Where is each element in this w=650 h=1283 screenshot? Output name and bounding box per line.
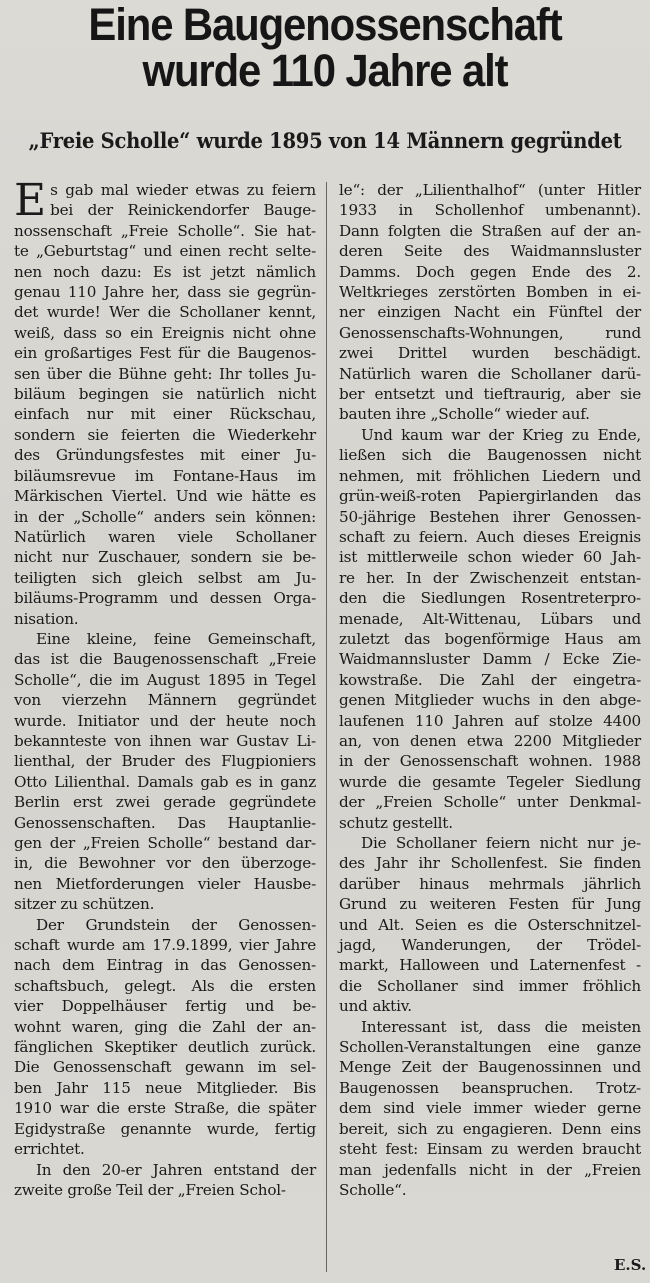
text-line: gen der „Freien Scholle“ bestand dar- <box>14 834 316 852</box>
text-line: jagd, Wanderungen, der Trödel- <box>339 936 641 955</box>
text-line: genen Mitglieder wuchs in den abge- <box>339 691 641 710</box>
text-line: in der „Scholle“ anders sein können: <box>14 507 316 526</box>
text-line: errichtet. <box>14 1140 85 1159</box>
text-line: schutz gestellt. <box>339 813 453 832</box>
text-line: die Schollaner sind immer fröhlich <box>339 976 641 995</box>
text-line: fänglichen Skeptiker deutlich zurück. <box>14 1038 316 1057</box>
text-line: in der Genossenschaft wohnen. 1988 <box>339 752 641 771</box>
text-line: 1933 in Schollenhof umbenannt). <box>339 201 641 220</box>
text-line: ist mittlerweile schon wieder 60 Jah- <box>339 548 641 567</box>
text-line: Baugenossen beanspruchen. Trotz- <box>339 1078 641 1097</box>
text-line: nicht nur Zuschauer, sondern sie be- <box>14 548 316 567</box>
left-column <box>14 175 316 1200</box>
text-line: zweite große Teil der „Freien Schol- <box>14 1180 286 1199</box>
article-paragraph <box>339 833 641 1017</box>
article-paragraph <box>339 180 641 425</box>
text-line: lienthal, der Bruder des Flugpioniers <box>14 752 316 771</box>
text-line: Märkischen Viertel. Und wie hätte es <box>14 487 316 506</box>
text-line: an, von denen etwa 2200 Mitglieder <box>339 731 641 750</box>
text-line: einfach nur mit einer Rückschau, <box>14 405 316 424</box>
text-line: Weltkrieges zerstörten Bomben in ei- <box>339 283 641 302</box>
article-paragraph <box>14 1160 316 1201</box>
text-line: Otto Lilienthal. Damals gab es in ganz <box>14 772 316 791</box>
text-line: nisation. <box>14 609 79 628</box>
text-line: 50-jährige Bestehen ihrer Genossen- <box>339 507 641 526</box>
text-line: markt, Halloween und Laternenfest - <box>339 956 641 975</box>
column-divider <box>326 182 327 1272</box>
headline-line-1: Eine Baugenossenschaft <box>88 0 562 50</box>
text-line: Genossenschafts-Wohnungen, rund <box>339 323 641 342</box>
text-line: des Gründungsfestes mit einer Ju- <box>14 446 316 465</box>
text-line: von vierzehn Männern gegründet <box>14 691 316 710</box>
article-subheadline: „Freie Scholle“ wurde 1895 von 14 Männern gegründet <box>28 128 622 153</box>
text-line: 1910 war die erste Straße, die später <box>14 1099 316 1118</box>
text-line: in, die Bewohner vor den überzoge- <box>14 854 316 873</box>
text-line: darüber hinaus mehrmals jährlich <box>339 874 641 893</box>
text-line: bauten ihre „Scholle“ wieder auf. <box>339 405 590 424</box>
text-line: grün-weiß-roten Papiergirlanden das <box>339 487 641 506</box>
text-line: ben Jahr 115 neue Mitglieder. Bis <box>14 1078 316 1097</box>
text-line: Und kaum war der Krieg zu Ende, <box>361 425 641 444</box>
article-paragraph <box>14 915 316 1160</box>
text-line: menade, Alt-Wittenau, Lübars und <box>339 609 641 628</box>
text-line: schaftsbuch, gelegt. Als die ersten <box>14 976 316 995</box>
text-line: dem sind viele immer wieder gerne <box>339 1099 641 1118</box>
text-line: und Alt. Seien es die Osterschnitzel- <box>339 915 641 934</box>
text-line: Damms. Doch gegen Ende des 2. <box>339 262 641 281</box>
text-line: ließen sich die Baugenossen nicht <box>339 446 641 465</box>
text-line: s gab mal wieder etwas zu feiern <box>50 181 316 199</box>
article-paragraph <box>14 629 316 915</box>
text-line: nehmen, mit fröhlichen Liedern und <box>339 466 641 485</box>
text-line: Scholle“, die im August 1895 in Tegel <box>14 670 316 689</box>
article-paragraph <box>14 175 316 629</box>
text-line: man jedenfalls nicht in der „Freien <box>339 1160 641 1179</box>
text-line: nach dem Eintrag in das Genossen- <box>14 956 316 975</box>
text-line: weiß, dass so ein Ereignis nicht ohne <box>14 323 316 342</box>
text-line: wurde die gesamte Tegeler Siedlung <box>339 772 641 791</box>
text-line: schaft wurde am 17.9.1899, vier Jahre <box>14 936 316 955</box>
text-line: Genossenschaften. Das Hauptanlie- <box>14 813 316 832</box>
text-line: sen über die Bühne geht: Ihr tolles Ju- <box>14 364 316 383</box>
text-line: bei der Reinickendorfer Bauge- <box>50 201 316 220</box>
text-line: wurde. Initiator und der heute noch <box>14 711 316 730</box>
text-line: und aktiv. <box>339 997 412 1016</box>
text-line: ner einzigen Nacht ein Fünftel der <box>339 303 641 322</box>
article-paragraph <box>339 425 641 833</box>
text-line: Scholle“. <box>339 1180 407 1199</box>
text-line: le“: der „Lilienthalhof“ (unter Hitler <box>339 181 641 199</box>
text-line: Grund zu weiteren Festen für Jung <box>339 895 641 914</box>
text-line: Egidystraße genannte wurde, fertig <box>14 1119 316 1138</box>
text-line: ber entsetzt und tieftraurig, aber sie <box>339 385 641 404</box>
text-line: re her. In der Zwischenzeit entstan- <box>339 568 641 587</box>
text-line: des Jahr ihr Schollenfest. Sie finden <box>339 854 641 873</box>
text-line: den die Siedlungen Rosentreterpro- <box>339 589 641 608</box>
text-line: biläum begingen sie natürlich nicht <box>14 385 316 404</box>
text-line: Der Grundstein der Genossen- <box>36 915 316 934</box>
text-line: der „Freien Scholle“ unter Denkmal- <box>339 793 641 812</box>
text-line: teiligten sich gleich selbst am Ju- <box>14 568 316 587</box>
text-line: Berlin erst zwei gerade gegründete <box>14 793 316 812</box>
text-line: laufenen 110 Jahren auf stolze 4400 <box>339 711 641 730</box>
text-line: deren Seite des Waidmannsluster <box>339 242 641 261</box>
text-line: zwei Drittel wurden beschädigt. <box>339 344 641 363</box>
text-line: vier Doppelhäuser fertig und be- <box>14 997 316 1016</box>
text-line: nossenschaft „Freie Scholle“. Sie hat- <box>14 221 316 240</box>
text-line: steht fest: Einsam zu werden braucht <box>339 1140 641 1159</box>
text-line: wohnt waren, ging die Zahl der an- <box>14 1017 316 1036</box>
text-line: Waidmannsluster Damm / Ecke Zie- <box>339 650 641 669</box>
text-line: Menge Zeit der Baugenossinnen und <box>339 1058 641 1077</box>
text-line: In den 20-er Jahren entstand der <box>36 1160 316 1179</box>
text-line: zuletzt das bogenförmige Haus am <box>339 629 641 648</box>
text-line: Natürlich waren viele Schollaner <box>14 527 316 546</box>
text-line: Dann folgten die Straßen auf der an- <box>339 221 641 240</box>
headline-line-2: wurde 110 Jahre alt <box>142 45 508 96</box>
text-line: Die Genossenschaft gewann im sel- <box>14 1058 316 1077</box>
text-line: biläums-Programm und dessen Orga- <box>14 589 316 608</box>
text-line: sondern sie feierten die Wiederkehr <box>14 425 316 444</box>
text-line: Eine kleine, feine Gemeinschaft, <box>36 629 316 648</box>
text-line: kowstraße. Die Zahl der eingetra- <box>339 670 641 689</box>
text-line: biläumsrevue im Fontane-Haus im <box>14 466 316 485</box>
text-line: Interessant ist, dass die meisten <box>361 1017 641 1036</box>
text-line: nen Mietforderungen vieler Hausbe- <box>14 874 316 893</box>
author-signature: E.S. <box>614 1256 647 1274</box>
article-paragraph <box>339 1017 641 1201</box>
text-line: Die Schollaner feiern nicht nur je- <box>361 834 641 852</box>
text-line: genau 110 Jahre her, dass sie gegrün- <box>14 283 316 302</box>
article-headline <box>23 2 628 94</box>
text-line: nen noch dazu: Es ist jetzt nämlich <box>14 262 316 281</box>
text-line: te „Geburtstag“ und einen recht selte- <box>14 242 316 261</box>
right-column <box>339 180 641 1200</box>
text-line: Schollen-Veranstaltungen eine ganze <box>339 1038 641 1057</box>
drop-cap: E <box>14 175 47 226</box>
text-line: das ist die Baugenossenschaft „Freie <box>14 650 316 669</box>
text-line: bekannteste von ihnen war Gustav Li- <box>14 731 316 750</box>
text-line: det wurde! Wer die Schollaner kennt, <box>14 303 316 322</box>
text-line: Natürlich waren die Schollaner darü- <box>339 364 641 383</box>
text-line: schaft zu feiern. Auch dieses Ereignis <box>339 527 641 546</box>
text-line: bereit, sich zu engagieren. Denn eins <box>339 1119 641 1138</box>
text-line: sitzer zu schützen. <box>14 895 155 914</box>
text-line: ein großartiges Fest für die Baugenos- <box>14 344 316 363</box>
